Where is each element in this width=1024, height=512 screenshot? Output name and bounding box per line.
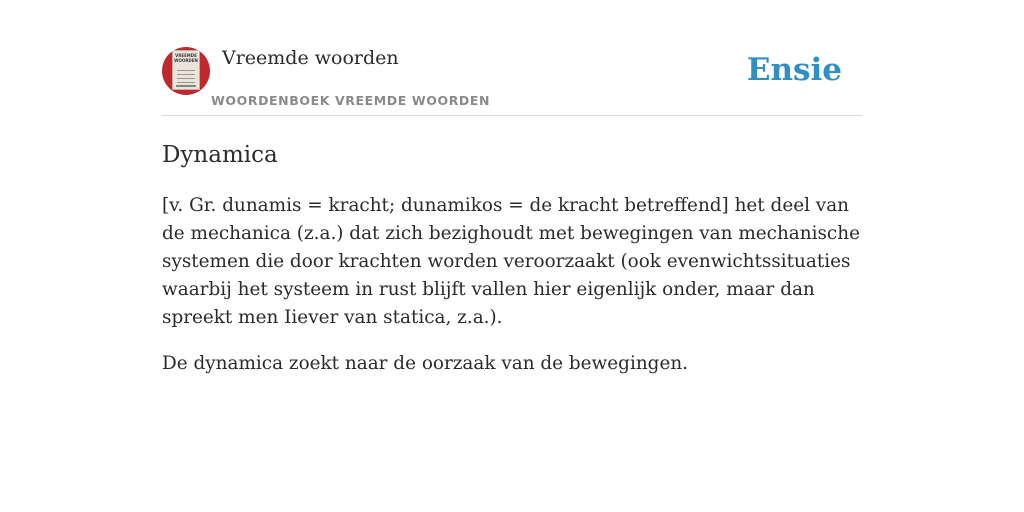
site-header xyxy=(162,44,862,116)
book-cover-lines xyxy=(177,70,195,84)
book-cover-icon xyxy=(172,50,200,90)
book-cover-title: VREEMDE WOORDEN xyxy=(174,53,198,63)
dictionary-subtitle: WOORDENBOEK VREEMDE WOORDEN xyxy=(211,93,491,108)
ensie-logo[interactable]: Ensie xyxy=(746,52,842,88)
entry-definition-paragraph: [v. Gr. dunamis = kracht; dunamikos = de kracht betreffend] het deel van de mechanica (z.a.) dat zich bezighoudt met bewegingen van mechanische systemen die door krachten worden veroorzaakt (ook evenwichtssituaties waarbij het systeem in rust blijft vallen hier eigenlijk onder, maar dan spreekt men Iiever van statica, z.a.). xyxy=(162,195,860,328)
entry-definition-paragraph: De dynamica zoekt naar de oorzaak van de bewegingen. xyxy=(162,353,689,374)
entry-title: Dynamica xyxy=(162,142,278,168)
page-container xyxy=(162,44,862,378)
book-cover-footer xyxy=(176,85,196,87)
dictionary-avatar[interactable] xyxy=(162,47,210,95)
dictionary-title-link[interactable]: Vreemde woorden xyxy=(222,47,399,69)
